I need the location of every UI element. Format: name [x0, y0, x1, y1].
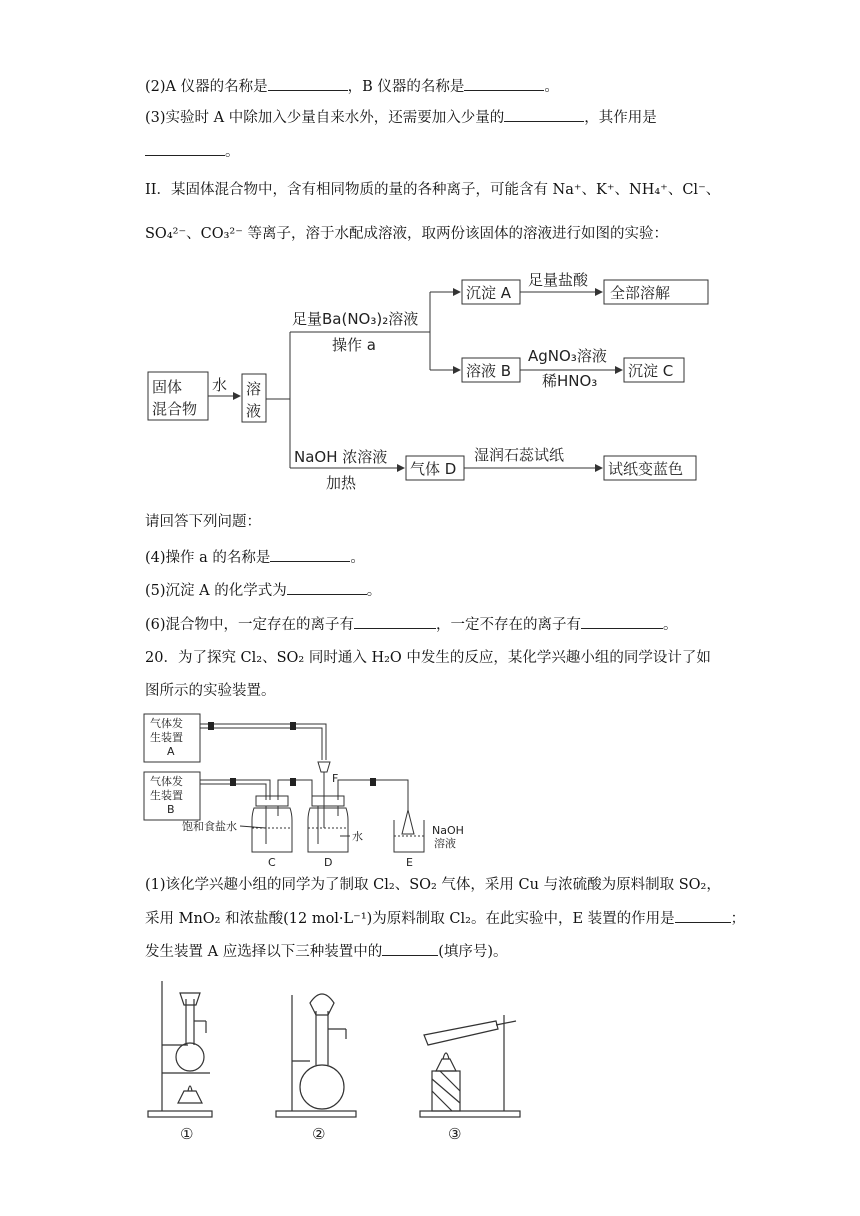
clamp	[290, 722, 296, 730]
bottle-c	[252, 808, 292, 852]
q6-text-b: ，一定不存在的离子有	[436, 617, 582, 633]
q20-1-line1: (1)该化学兴趣小组的同学为了制取 Cl₂、SO₂ 气体，采用 Cu 与浓硫酸为原料制取 SO₂，	[145, 877, 721, 893]
question-6	[145, 614, 678, 635]
answer-blank	[270, 547, 350, 562]
stopper-c	[256, 796, 288, 806]
answer-blank	[581, 614, 663, 629]
question-3	[145, 107, 657, 128]
flow-diagram	[140, 268, 720, 500]
label-hno3: 稀HNO₃	[542, 372, 598, 390]
q20-1-line2	[145, 908, 745, 929]
label-option-2: ②	[312, 1125, 326, 1143]
label-gen-a-3: A	[167, 745, 175, 758]
label-brine: 饱和食盐水	[182, 820, 237, 833]
label-operation-a: 操作 a	[332, 336, 376, 354]
q5-text: (5)沉淀 A 的化学式为	[145, 583, 287, 599]
label-gen-b-3: B	[167, 803, 175, 816]
label-gas-d: 气体 D	[410, 460, 457, 478]
label-solution-b: 溶液 B	[466, 362, 512, 380]
question-3-cont	[145, 141, 240, 162]
label-paper-blue: 试纸变蓝色	[608, 460, 684, 478]
label-f: F	[332, 772, 339, 785]
label-mixture: 混合物	[152, 400, 198, 418]
q6-text-a: (6)混合物中，一定存在的离子有	[145, 617, 355, 633]
option-apparatus	[140, 975, 540, 1145]
label-agno3: AgNO₃溶液	[528, 347, 607, 365]
q20-line2: 图所示的实验装置。	[145, 683, 276, 699]
label-precipitate-a: 沉淀 A	[466, 284, 512, 302]
label-gen-a-1: 气体发	[150, 717, 183, 730]
label-precipitate-c: 沉淀 C	[628, 362, 674, 380]
answer-blank	[382, 941, 438, 956]
clamp	[370, 778, 376, 786]
q4-end: 。	[350, 550, 365, 566]
q20-line1: 20．为了探究 Cl₂、SO₂ 同时通入 H₂O 中发生的反应，某化学兴趣小组的同学设计了如	[145, 650, 711, 666]
q5-end: 。	[366, 583, 382, 599]
label-solution-1: 溶	[246, 380, 262, 398]
q20-1-line3	[145, 941, 508, 962]
label-all-dissolve: 全部溶解	[610, 284, 671, 302]
clamp	[290, 778, 296, 786]
q20-1-line2-end: ；	[730, 911, 746, 927]
label-gen-a-2: 生装置	[150, 731, 183, 744]
q2-text-a: (2)A 仪器的名称是	[145, 79, 268, 95]
label-naoh-2: 溶液	[434, 837, 456, 850]
label-option-3: ③	[448, 1125, 462, 1143]
label-e: E	[406, 856, 413, 869]
part2-line1: II．某固体混合物中，含有相同物质的量的各种离子，可能含有 Na⁺、K⁺、NH₄⁺、Cl⁻、	[145, 182, 721, 198]
question-5	[145, 580, 381, 601]
label-naoh-1: NaOH	[432, 824, 464, 837]
label-reagent-top: 足量Ba(NO₃)₂溶液	[292, 310, 419, 328]
label-d: D	[324, 856, 333, 869]
q6-end: 。	[663, 617, 678, 633]
label-litmus: 湿润石蕊试纸	[474, 446, 565, 464]
label-c: C	[268, 856, 276, 869]
label-solution-2: 液	[246, 402, 262, 420]
answer-blank	[354, 614, 436, 629]
stopper-d	[312, 796, 344, 806]
apparatus-diagram	[140, 710, 480, 870]
label-water: 水	[212, 376, 228, 394]
q3-end: 。	[225, 144, 240, 160]
label-option-1: ①	[180, 1125, 194, 1143]
label-gen-b-2: 生装置	[150, 789, 183, 802]
answer-blank	[675, 908, 731, 923]
label-hcl: 足量盐酸	[528, 271, 589, 289]
clamp	[230, 778, 236, 786]
answer-blank	[464, 76, 544, 91]
clamp	[208, 722, 214, 730]
label-solid: 固体	[152, 378, 183, 396]
part2-line2: SO₄²⁻、CO₃²⁻ 等离子，溶于水配成溶液，取两份该固体的溶液进行如图的实验：	[145, 226, 668, 242]
bottle-d	[308, 808, 348, 852]
label-heat: 加热	[326, 474, 357, 492]
answer-blank	[287, 580, 367, 595]
label-water: 水	[352, 830, 363, 843]
label-naoh: NaOH 浓溶液	[294, 448, 388, 466]
answer-blank	[268, 76, 348, 91]
answer-blank	[504, 107, 584, 122]
q3-text-b: ，其作用是	[584, 110, 657, 126]
q3-text-a: (3)实验时 A 中除加入少量自来水外，还需要加入少量的	[145, 110, 505, 126]
ask-line: 请回答下列问题：	[145, 514, 261, 530]
q20-1-line2-text: 采用 MnO₂ 和浓盐酸(12 mol·L⁻¹)为原料制取 Cl₂。在此实验中，E 装置的作用是	[145, 911, 675, 927]
q2-text-b: ，B 仪器的名称是	[347, 79, 465, 95]
answer-blank	[145, 141, 225, 156]
q20-1-line3-end: (填序号)。	[438, 944, 508, 960]
q4-text: (4)操作 a 的名称是	[145, 550, 271, 566]
q20-1-line3-text: 发生装置 A 应选择以下三种装置中的	[145, 944, 383, 960]
question-2	[145, 76, 559, 97]
label-gen-b-1: 气体发	[150, 775, 183, 788]
q2-end: 。	[544, 79, 559, 95]
question-4	[145, 547, 365, 568]
